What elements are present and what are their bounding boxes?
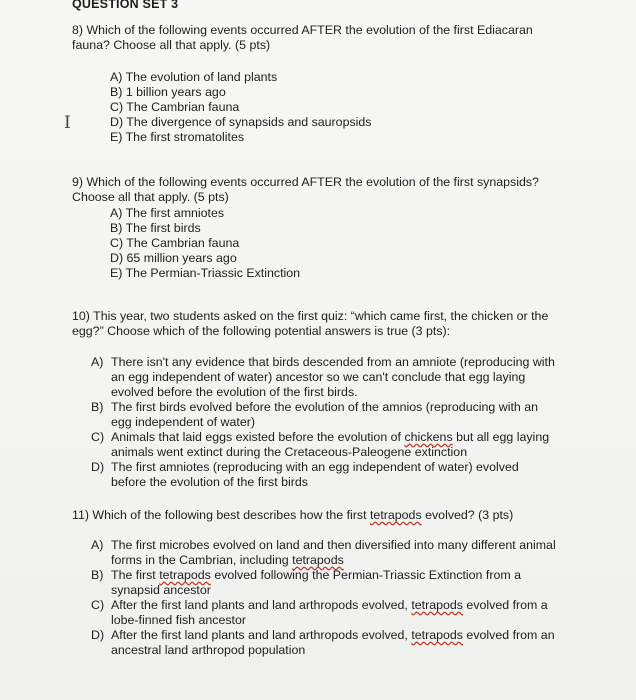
question-11-prompt <box>72 508 592 523</box>
spellcheck-underlined-word: tetrapods <box>292 553 344 567</box>
question-8-option-d: D) The divergence of synapsids and sauropsids <box>110 115 372 129</box>
spellcheck-underlined-word: tetrapods <box>159 568 211 582</box>
option-letter: B) <box>91 400 104 414</box>
spellcheck-underlined-word: tetrapods <box>411 628 463 642</box>
question-8-option-e: E) The first stromatolites <box>110 130 245 144</box>
option-text-line: egg independent of water) <box>111 415 255 429</box>
option-text-line: an egg independent of water) ancestor so we can't conclude that egg laying <box>111 370 526 384</box>
option-letter: A) <box>91 355 104 369</box>
question-8-option-b: B) 1 billion years ago <box>110 85 226 99</box>
question-10-options <box>91 355 591 490</box>
option-letter: A) <box>91 538 104 552</box>
question-11-option-d <box>91 628 591 658</box>
question-9-option-c: C) The Cambrian fauna <box>110 236 240 250</box>
option-text-line: The first microbes evolved on land and then diversified into many different animal <box>111 538 556 552</box>
question-11-options <box>91 538 591 658</box>
option-letter: D) <box>91 460 105 474</box>
question-10-option-c <box>91 430 591 460</box>
option-text-line: ancestral land arthropod population <box>111 643 306 657</box>
option-text-line: There isn't any evidence that birds descended from an amniote (reproducing with <box>111 355 555 369</box>
option-text-line: animals went extinct during the Cretaceous-Paleogene extinction <box>111 445 468 459</box>
option-text-line: evolved before the evolution of the first birds. <box>111 385 358 399</box>
question-10-option-d <box>91 460 591 490</box>
question-9-option-d: D) 65 million years ago <box>110 251 237 265</box>
option-text-line: synapsid ancestor <box>111 583 211 597</box>
option-text-line: Animals that laid eggs existed before the evolution of chickens but all egg laying <box>111 430 550 444</box>
question-10-line-1: 10) This year, two students asked on the first quiz: “which came first, the chicken or the <box>72 309 549 323</box>
question-set-title: QUESTION SET 3 <box>72 0 179 11</box>
question-10-line-2: egg?” Choose which of the following potential answers is true (3 pts): <box>72 324 451 338</box>
question-8-option-a: A) The evolution of land plants <box>110 70 278 84</box>
question-8-prompt <box>72 23 592 53</box>
question-9-option-b: B) The first birds <box>110 221 201 235</box>
question-9-line-2: Choose all that apply. (5 pts) <box>72 190 229 204</box>
option-text-line: lobe-finned fish ancestor <box>111 613 247 627</box>
spellcheck-underlined-word: chickens <box>404 430 453 444</box>
option-text-line: The first birds evolved before the evolution of the amnios (reproducing with an <box>111 400 539 414</box>
option-text-line: After the first land plants and land arthropods evolved, tetrapods evolved from a <box>111 598 548 612</box>
option-text-line: forms in the Cambrian, including tetrapods <box>111 553 344 567</box>
option-letter: D) <box>91 628 105 642</box>
spellcheck-underlined-word: tetrapods <box>411 598 463 612</box>
option-letter: B) <box>91 568 104 582</box>
option-text-line: The first amniotes (reproducing with an egg independent of water) evolved <box>111 460 519 474</box>
option-text-line: After the first land plants and land arthropods evolved, tetrapods evolved from an <box>111 628 555 642</box>
option-text-line: before the evolution of the first birds <box>111 475 308 489</box>
question-10-option-a <box>91 355 591 400</box>
question-8-line-2: fauna? Choose all that apply. (5 pts) <box>72 38 271 52</box>
question-8-options <box>110 70 372 145</box>
question-10-option-b <box>91 400 591 430</box>
question-11-option-b <box>91 568 591 598</box>
question-9-line-1: 9) Which of the following events occurred AFTER the evolution of the first synapsids? <box>72 175 539 189</box>
question-9-prompt <box>72 175 592 205</box>
text-cursor-icon: I <box>64 113 71 133</box>
question-11-option-c <box>91 598 591 628</box>
spellcheck-underlined-word: tetrapods <box>369 508 422 522</box>
question-9-options <box>110 206 300 281</box>
option-text-line: The first tetrapods evolved following the Permian-Triassic Extinction from a <box>111 568 521 582</box>
question-9-option-a: A) The first amniotes <box>110 206 225 220</box>
question-10-prompt <box>72 309 592 339</box>
question-8-option-c: C) The Cambrian fauna <box>110 100 240 114</box>
question-8-line-1: 8) Which of the following events occurred AFTER the evolution of the first Ediacaran <box>72 23 533 37</box>
question-11-line-1: 11) Which of the following best describes how the first tetrapods evolved? (3 pts) <box>72 508 514 522</box>
question-9-option-e: E) The Permian-Triassic Extinction <box>110 266 301 280</box>
question-11-option-a <box>91 538 591 568</box>
option-letter: C) <box>91 598 105 612</box>
option-letter: C) <box>91 430 105 444</box>
